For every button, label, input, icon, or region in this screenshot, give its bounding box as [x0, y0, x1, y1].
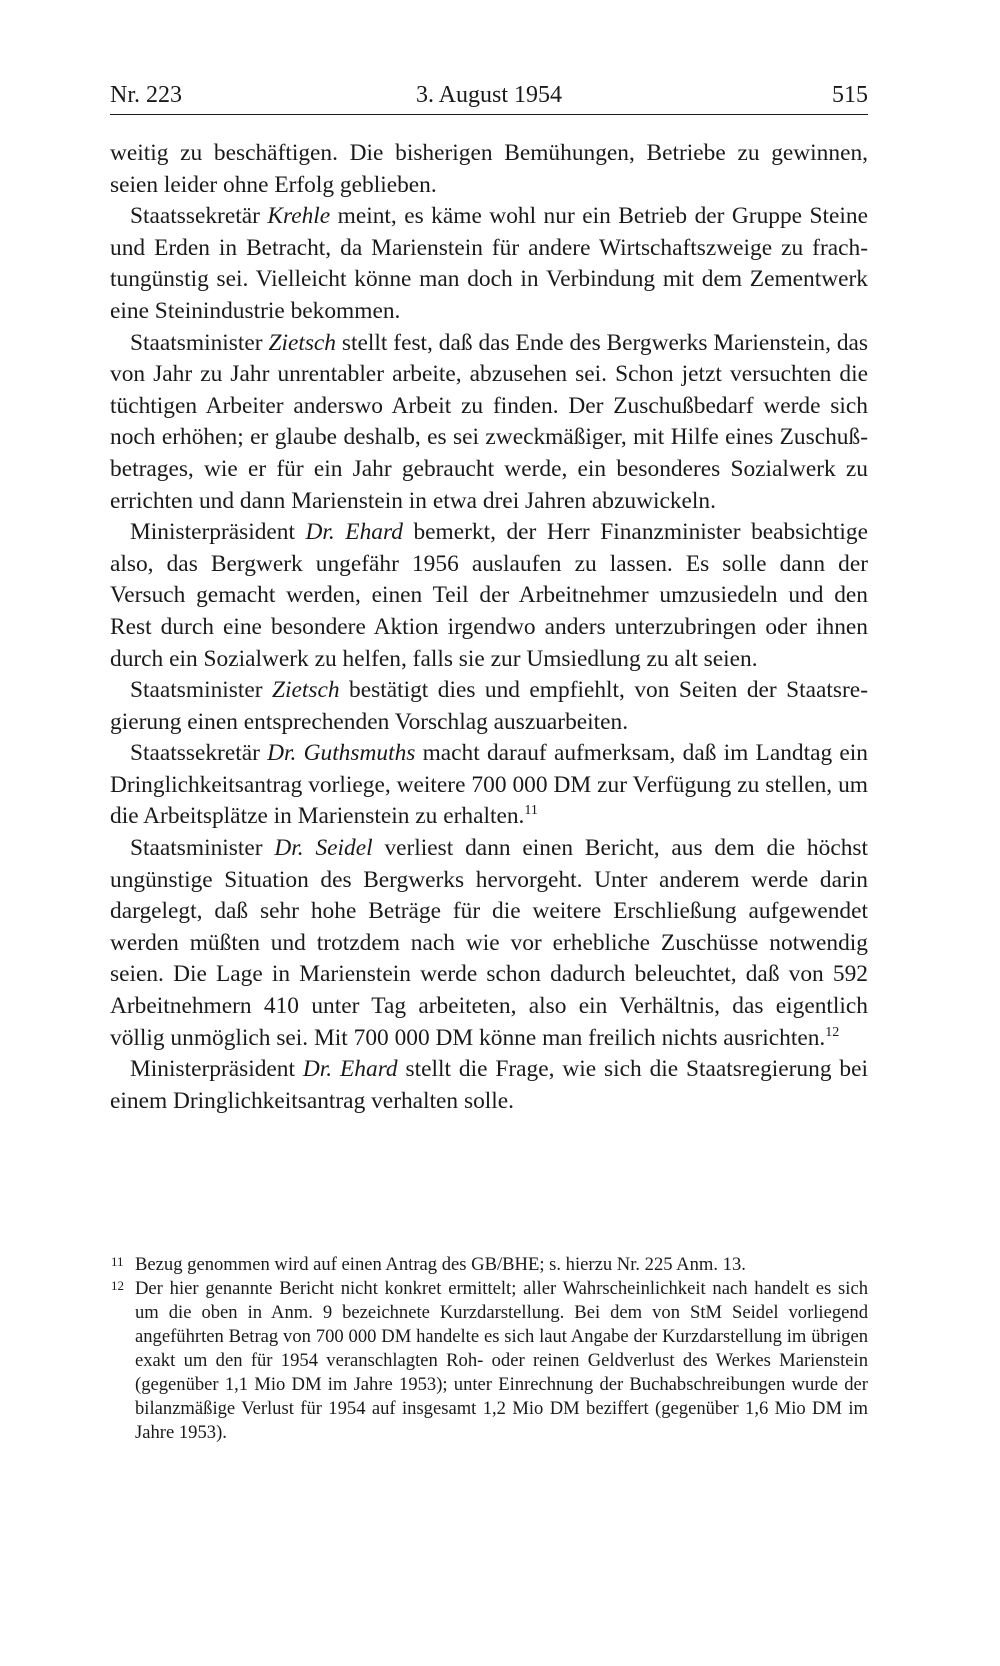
- footnotes: [110, 1253, 868, 1445]
- header-date: 3. August 1954: [415, 82, 562, 108]
- paragraph-text: stellt die Frage, wie sich die Staatsregierung bei einem Dringlichkeitsantrag verhalten solle.: [110, 1056, 868, 1114]
- paragraph-zietsch-2: [110, 675, 868, 738]
- paragraph-guthsmuths: [110, 738, 868, 833]
- page-number: 515: [832, 82, 868, 108]
- running-header: [110, 80, 868, 115]
- footnote-12: [110, 1277, 868, 1445]
- paragraph-text: weitig zu beschäftigen. Die bisherigen Bemühungen, Betriebe zu gewinnen, seien leider ohne Erfolg geblieben.: [110, 140, 868, 198]
- speaker-name: Dr. Ehard: [305, 519, 403, 546]
- speaker-name: Krehle: [267, 203, 331, 230]
- speaker-title: Staatssekretär: [130, 740, 268, 767]
- paragraph-ehard-1: [110, 517, 868, 675]
- speaker-name: Dr. Ehard: [302, 1056, 398, 1083]
- speaker-name: Dr. Guthsmuths: [267, 740, 416, 767]
- footnote-number: 12: [111, 1278, 124, 1293]
- paragraph-krehle: [110, 201, 868, 327]
- footnote-number: 11: [111, 1254, 124, 1269]
- speaker-title: Ministerpräsident: [130, 1056, 303, 1083]
- paragraph-text: bestätigt dies und empfiehlt, von Seiten der Staatsregierung einen entsprechenden Vorschlag auszuarbeiten.: [110, 677, 868, 735]
- paragraph-text: verliest dann einen Bericht, aus dem die höchst ungünstige Situation des Bergwerks hervorgeht. Unter anderem werde darin dargelegt, daß sehr hohe Beträge für die weitere Erschließung aufgewendet werden müßten und trotzdem nach wie vor erhebliche Zuschüsse notwendig seien. Die Lage in Marienstein werde schon dadurch beleuchtet, daß von 592 Arbeitnehmern 410 unter Tag arbeiteten, also ein Verhältnis, das eigentlich völlig unmöglich sei. Mit 700 000 DM könne man freilich nichts ausrichten.: [110, 835, 868, 1051]
- footnote-11: [110, 1253, 868, 1277]
- speaker-title: Ministerpräsident: [130, 519, 306, 546]
- paragraph-zietsch-1: [110, 328, 868, 518]
- paragraph-text: macht darauf aufmerksam, daß im Landtag ein Dringlichkeitsantrag vorliege, weitere 700 000 DM zur Verfügung zu stellen, um die Arbeitsplätze in Marienstein zu erhalten.: [110, 740, 868, 830]
- footnote-text: Der hier genannte Bericht nicht konkret ermittelt; aller Wahrscheinlichkeit nach handelt es sich um die oben in Anm. 9 bezeichnete Kurzdarstellung. Bei dem von StM Seidel vorliegend angeführten Betrag von 700 000 DM handelte es sich laut Angabe der Kurzdarstellung im übrigen exakt um den für 1954 veranschlagten Roh- oder reinen Geldverlust des Werkes Marienstein (gegenüber 1,1 Mio DM im Jahre 1953); unter Einrechnung der Buchabschreibungen wurde der bilanzmäßige Verlust für 1954 auf insgesamt 1,2 Mio DM beziffert (gegenüber 1,6 Mio DM im Jahre 1953).: [135, 1278, 868, 1443]
- paragraph-ehard-2: [110, 1054, 868, 1117]
- speaker-name: Zietsch: [268, 329, 337, 356]
- speaker-title: Staatsminister: [130, 677, 272, 704]
- document-number: Nr. 223: [110, 82, 182, 108]
- paragraph-seidel: [110, 833, 868, 1054]
- footnote-reference[interactable]: 12: [825, 1024, 840, 1040]
- speaker-name: Zietsch: [272, 677, 340, 704]
- paragraph-text: meint, es käme wohl nur ein Betrieb der Gruppe Steine und Erden in Betracht, da Marienstein für andere Wirtschaftszweige zu frachtungünstig sei. Vielleicht könne man doch in Verbindung mit dem Zementwerk eine Steinindustrie bekommen.: [110, 203, 868, 324]
- speaker-name: Dr. Seidel: [274, 835, 373, 862]
- footnote-reference[interactable]: 11: [524, 803, 538, 819]
- footnote-text: Bezug genommen wird auf einen Antrag des GB/BHE; s. hierzu Nr. 225 Anm. 13.: [135, 1254, 746, 1275]
- paragraph-text: bemerkt, der Herr Finanzminister beabsichtige also, das Bergwerk ungefähr 1956 auslaufen zu lassen. Es solle dann der Versuch gemacht werden, einen Teil der Arbeitnehmer umzusiedeln und den Rest durch eine besondere Aktion irgendwo anders unterzubringen oder ihnen durch ein Sozialwerk zu helfen, falls sie zur Umsiedlung zu alt seien.: [110, 519, 868, 672]
- paragraph-continuation: [110, 138, 868, 201]
- speaker-title: Staatsminister: [130, 835, 275, 862]
- body-text: [110, 138, 868, 1117]
- speaker-title: Staatssekretär: [130, 203, 268, 230]
- paragraph-text: stellt fest, daß das Ende des Bergwerks Marienstein, das von Jahr zu Jahr unrentabler arbeite, abzusehen sei. Schon jetzt versuchten die tüchtigen Arbeiter anderswo Arbeit zu finden. Der Zuschußbedarf werde sich noch erhöhen; er glaube deshalb, es sei zweckmäßiger, mit Hilfe eines Zuschußbetrages, wie er für ein Jahr gebraucht werde, ein besonderes Sozialwerk zu errichten und dann Marienstein in etwa drei Jahren abzuwickeln.: [110, 329, 869, 514]
- speaker-title: Staatsminister: [130, 329, 269, 356]
